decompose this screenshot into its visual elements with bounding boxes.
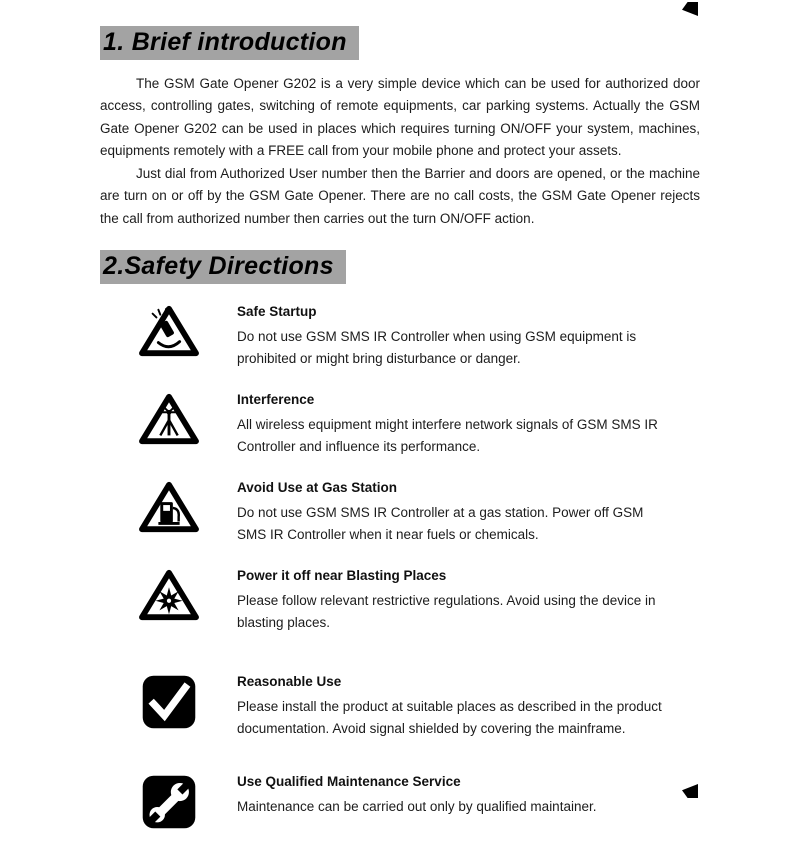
- blasting-warning-icon: [100, 566, 237, 623]
- safety-item-text-block: [237, 302, 700, 370]
- safety-item-text: Do not use GSM SMS IR Controller when using GSM equipment is prohibited or might bring disturbance or danger.: [237, 329, 637, 366]
- safety-item-text-block: [237, 478, 700, 546]
- safety-heading: 2.Safety Directions: [100, 250, 346, 284]
- safety-item-text-block: [237, 772, 700, 818]
- safety-item-blasting: [100, 566, 700, 634]
- safety-item-text: All wireless equipment might interfere network signals of GSM SMS IR Controller and influence its performance.: [237, 417, 658, 454]
- safety-item-text: Do not use GSM SMS IR Controller at a gas station. Power off GSM SMS IR Controller when it near fuels or chemicals.: [237, 505, 644, 542]
- interference-warning-icon: [100, 390, 237, 447]
- safety-item-interference: [100, 390, 700, 458]
- safety-directions-list: [100, 302, 700, 831]
- phone-hand-warning-icon: [100, 302, 237, 359]
- safety-item-gas-station: [100, 478, 700, 546]
- intro-paragraph: Just dial from Authorized User number then the Barrier and doors are opened, or the machine are turn on or off by the GSM Gate Opener. There are no call costs, the GSM Gate Opener rejects the call from authorized number then carries out the turn ON/OFF action.: [100, 165, 700, 226]
- manual-page: [100, 0, 700, 851]
- safety-item-text: Please follow relevant restrictive regulations. Avoid using the device in blasting places.: [237, 593, 656, 630]
- wrench-square-icon: [100, 772, 237, 831]
- gas-station-warning-icon: [100, 478, 237, 535]
- checkmark-square-icon: [100, 672, 237, 731]
- section-intro-heading-row: [100, 26, 700, 60]
- safety-item-title: Power it off near Blasting Places: [237, 568, 447, 583]
- safety-item-maintenance: [100, 772, 700, 831]
- safety-item-title: Safe Startup: [237, 304, 317, 319]
- safety-item-title: Interference: [237, 392, 315, 407]
- intro-paragraphs: [100, 73, 700, 231]
- section-safety-heading-row: [100, 250, 700, 284]
- safety-item-safe-startup: [100, 302, 700, 370]
- safety-item-title: Avoid Use at Gas Station: [237, 480, 398, 495]
- safety-item-reasonable-use: [100, 672, 700, 740]
- safety-item-text-block: [237, 672, 700, 740]
- safety-item-text-block: [237, 566, 700, 634]
- safety-item-title: Reasonable Use: [237, 674, 342, 689]
- safety-item-text-block: [237, 390, 700, 458]
- safety-item-text: Please install the product at suitable places as described in the product documentation. Avoid signal shielded by covering the mainframe.: [237, 699, 662, 736]
- safety-item-title: Use Qualified Maintenance Service: [237, 774, 461, 789]
- intro-heading: 1. Brief introduction: [100, 26, 359, 60]
- intro-paragraph: The GSM Gate Opener G202 is a very simple device which can be used for authorized door access, controlling gates, switching of remote equipments, car parking systems. Actually the GSM Gate Opener G202 can be used in places which requires turning ON/OFF your system, machines, equipments remotely with a FREE call from your mobile phone and protect your assets.: [100, 75, 700, 159]
- safety-item-text: Maintenance can be carried out only by qualified maintainer.: [237, 799, 597, 814]
